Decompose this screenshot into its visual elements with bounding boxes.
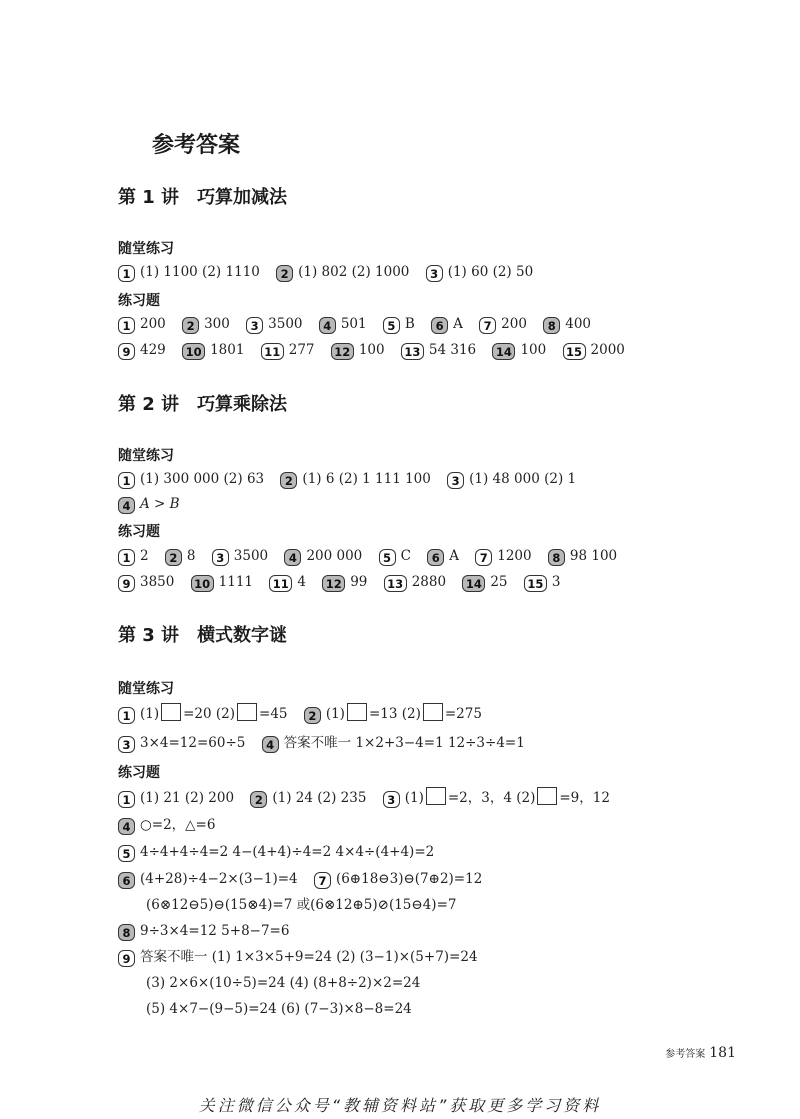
answer-entry [383,313,415,335]
watermark-text: 关注微信公众号“教辅资料站”获取更多学习资料 [198,1096,602,1115]
answer-entry [492,339,546,361]
question-number-badge: 2 [165,549,182,566]
answer-text: (1) 1100 (2) 1110 [140,264,260,280]
answer-entry [118,868,298,890]
question-number-badge: 3 [246,317,263,334]
answer-entry [543,313,591,335]
answer-row [118,703,494,725]
answer-text: =2，3，4 (2) [447,790,536,806]
answer-entry [182,313,230,335]
answer-entry [548,545,617,567]
answer-text: (4+28)÷4−2×(3−1)=4 [140,871,298,887]
question-number-badge: 3 [118,736,135,753]
blank-box [347,703,367,721]
answer-row [118,732,537,754]
lecture-name: 巧算乘除法 [197,394,288,415]
answer-row [118,841,446,863]
answer-text: 501 [340,316,367,332]
answer-text: (1) 60 (2) 50 [447,264,534,280]
answer-entry [165,545,196,567]
answer-text: 9÷3×4=12 5+8−7=6 [140,923,290,939]
answer-entry [118,732,245,754]
answer-entry [475,545,531,567]
answer-row [118,814,227,836]
answer-entry [261,339,315,361]
question-number-badge: 3 [447,472,464,489]
question-number-badge: 1 [118,549,135,566]
question-number-badge: 11 [269,575,292,592]
answer-text: 54 316 [428,342,477,358]
answer-entry [118,571,174,593]
answer-text: 3500 [233,548,269,564]
answer-text: 1111 [218,574,254,590]
question-number-badge: 4 [118,818,135,835]
question-number-badge: 8 [118,924,135,941]
answer-text: 1200 [497,548,532,564]
question-number-badge: 10 [182,343,205,360]
answer-row [118,946,490,968]
answer-text: 3×4=12=60÷5 [140,735,246,751]
question-number-badge: 7 [314,872,331,889]
answer-entry [269,571,306,593]
answer-entry [118,339,166,361]
question-number-badge: 13 [401,343,424,360]
question-number-badge: 4 [118,497,135,514]
question-number-badge: 2 [182,317,199,334]
question-number-badge: 7 [479,317,496,334]
answer-entry [182,339,244,361]
in-class-practice-heading: 随堂练习 [118,448,174,464]
blank-box [426,787,446,805]
question-number-badge: 4 [262,736,279,753]
answer-entry [322,571,367,593]
lecture-1 [118,186,700,359]
answer-row [118,339,637,361]
question-number-badge: 1 [118,472,135,489]
question-number-badge: 1 [118,317,135,334]
answer-text: (1) 802 (2) 1000 [298,264,410,280]
answer-text: C [400,548,411,564]
answer-row [118,545,629,567]
page-title: 参考答案 [152,133,241,158]
answer-entry [427,545,459,567]
question-number-badge: 15 [563,343,586,360]
question-number-badge: 9 [118,950,135,967]
question-number-badge: 11 [261,343,284,360]
answer-entry [319,313,367,335]
answer-text: 200 [140,316,166,332]
answer-text: 8 [186,548,196,564]
answer-text: 100 [358,342,385,358]
answer-text: =13 (2) [368,706,421,722]
blank-box [237,703,257,721]
in-class-practice-heading: 随堂练习 [118,681,174,697]
answer-entry [118,468,264,490]
answer-entry [280,468,430,490]
answer-text: 300 [204,316,230,332]
answer-entry [431,313,463,335]
question-number-badge: 5 [383,317,400,334]
answer-row [118,920,301,942]
blank-box [423,703,443,721]
answer-text: 200 [501,316,527,332]
answer-row-continuation: (5) 4×7−(9−5)=24 (6) (7−3)×8−8=24 [146,1001,412,1017]
question-number-badge: 2 [250,791,267,808]
answer-entry [118,787,234,809]
question-number-badge: 1 [118,707,135,724]
answer-row [118,787,622,809]
answer-text: 2000 [590,342,625,358]
question-number-badge: 4 [319,317,336,334]
blank-box [161,703,181,721]
footer-label: 参考答案 [665,1049,706,1060]
question-number-badge: 2 [280,472,297,489]
answer-entry [118,703,288,725]
question-number-badge: 1 [118,791,135,808]
answer-text: (1) [404,790,424,806]
answer-text: (1) 300 000 (2) 63 [140,471,265,487]
answer-text: =275 [444,706,482,722]
question-number-badge: 3 [383,791,400,808]
answer-text: 2 [140,548,149,564]
answer-text: (6⊕18⊖3)⊖(7⊕2)=12 [335,871,483,887]
question-number-badge: 8 [543,317,560,334]
answer-text: 400 [565,316,592,332]
question-number-badge: 7 [475,549,492,566]
answer-text: (1) 6 (2) 1 111 100 [302,471,431,487]
question-number-badge: 6 [431,317,448,334]
answer-text: A [453,316,463,332]
answer-entry [284,545,362,567]
lecture-number: 第 3 讲 [118,625,180,646]
answer-text: 99 [350,574,368,590]
question-number-badge: 3 [426,265,443,282]
exercise-heading: 练习题 [118,524,160,540]
answer-entry [118,841,434,863]
answer-entry [118,493,180,515]
lecture-title [118,186,700,210]
answer-entry [118,814,215,836]
blank-box [537,787,557,805]
answer-text: 429 [140,342,166,358]
question-number-badge: 4 [284,549,301,566]
question-number-badge: 13 [384,575,407,592]
lecture-number: 第 1 讲 [118,187,180,208]
question-number-badge: 3 [212,549,229,566]
question-number-badge: 12 [331,343,354,360]
question-number-badge: 9 [118,343,135,360]
answer-text: 25 [490,574,508,590]
answer-text: 4 [297,574,306,590]
answer-entry [462,571,507,593]
answer-text: 277 [288,342,315,358]
answer-entry [191,571,253,593]
question-number-badge: 2 [304,707,321,724]
answer-entry [314,868,482,890]
answer-text: 1801 [210,342,245,358]
answer-text: 100 [520,342,547,358]
answer-text: 200 000 [306,548,363,564]
lecture-title [118,393,700,417]
page-number: 181 [709,1045,736,1061]
answer-entry [383,787,610,809]
question-number-badge: 2 [276,265,293,282]
lecture-number: 第 2 讲 [118,394,180,415]
answer-entry [426,261,533,283]
answer-text: 3500 [268,316,303,332]
answer-entry [276,261,409,283]
answer-entry [304,703,482,725]
answer-text: 4÷4+4÷4=2 4−(4+4)÷4=2 4×4÷(4+4)=2 [140,844,435,860]
answer-text: =20 (2) [183,706,236,722]
question-number-badge: 5 [118,845,135,862]
answer-entry [118,946,478,968]
question-number-badge: 15 [524,575,547,592]
answer-entry [262,732,525,754]
question-number-badge: 5 [379,549,396,566]
answer-text: ○=2，△=6 [140,817,216,833]
answer-entry [118,261,260,283]
answer-row-continuation: (3) 2×6×(10÷5)=24 (4) (8+8÷2)×2=24 [146,975,421,991]
answer-text: (1) [140,706,160,722]
question-number-badge: 6 [118,872,135,889]
answer-entry [246,313,302,335]
question-number-badge: 14 [462,575,485,592]
question-number-badge: 12 [322,575,345,592]
answer-text: 3850 [140,574,175,590]
answer-text: 答案不唯一 1×2+3−4=1 12÷3÷4=1 [283,735,525,751]
question-number-badge: 10 [191,575,214,592]
answer-text: =45 [259,706,288,722]
answer-row [118,468,588,490]
answer-row [118,261,545,283]
question-number-badge: 9 [118,575,135,592]
answer-text: (1) 21 (2) 200 [140,790,235,806]
lecture-2 [118,393,700,591]
exercise-heading: 练习题 [118,765,160,781]
answer-row [118,313,603,335]
answer-entry [401,339,476,361]
answer-text: (1) [325,706,345,722]
page-footer [665,1045,736,1061]
answer-text: 3 [551,574,561,590]
answer-entry [479,313,527,335]
answer-entry [384,571,446,593]
answer-text: B [404,316,415,332]
answer-entry [379,545,411,567]
answer-entry [118,920,289,942]
answer-text: 答案不唯一 (1) 1×3×5+9=24 (2) (3−1)×(5+7)=24 [140,949,478,965]
lecture-name: 横式数字谜 [197,625,288,646]
answer-row [118,571,572,593]
question-number-badge: 1 [118,265,135,282]
answer-entry [250,787,366,809]
in-class-practice-heading: 随堂练习 [118,241,174,257]
answer-text: (1) 48 000 (2) 1 [469,471,577,487]
answer-row [118,493,192,515]
answer-text: A > B [140,496,180,512]
answer-text: =9，12 [559,790,610,806]
answer-row-continuation: (6⊗12⊖5)⊖(15⊗4)=7 或(6⊗12⊕5)⊘(15⊖4)=7 [146,897,457,913]
exercise-heading: 练习题 [118,293,160,309]
lecture-title [118,624,700,648]
question-number-badge: 6 [427,549,444,566]
lecture-3 [118,624,700,1017]
answer-entry [118,545,149,567]
answer-entry [118,313,166,335]
lecture-name: 巧算加减法 [197,187,288,208]
answer-text: 2880 [411,574,447,590]
answer-row [118,868,494,890]
answer-entry [563,339,625,361]
answer-entry [212,545,268,567]
answer-text: A [449,548,459,564]
answer-entry [331,339,385,361]
question-number-badge: 8 [548,549,565,566]
answer-text: (1) 24 (2) 235 [272,790,367,806]
question-number-badge: 14 [492,343,515,360]
answer-text: 98 100 [569,548,618,564]
answer-entry [524,571,561,593]
answer-entry [447,468,576,490]
